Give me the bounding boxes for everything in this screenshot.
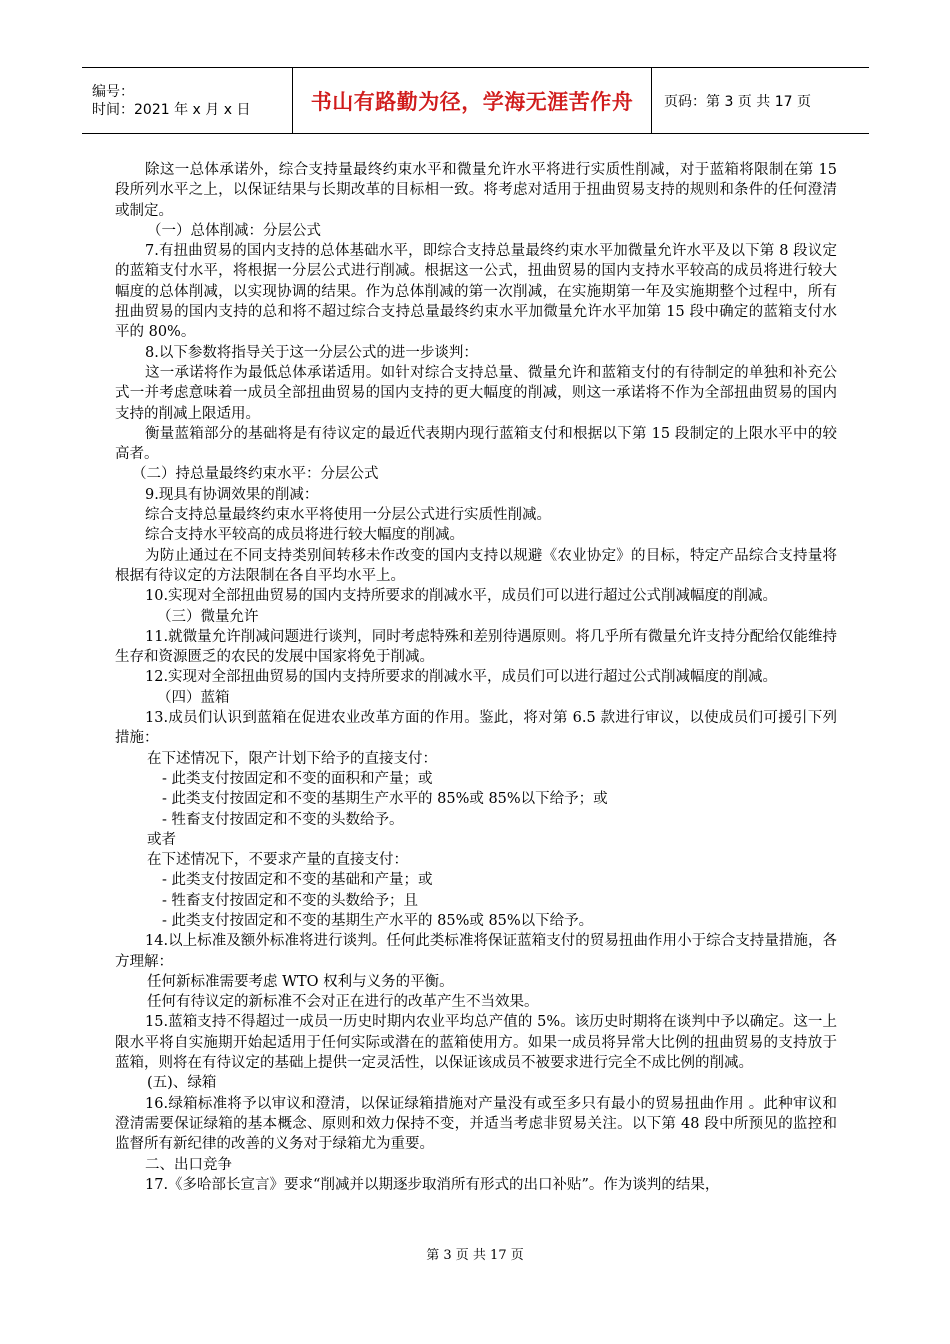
- paragraph: 为防止通过在不同支持类别间转移未作改变的国内支持以规避《农业协定》的目标，特定产品综合支持量将根据有待议定的方法限制在各自平均水平上。: [115, 547, 837, 584]
- paragraph: 13.成员们认识到蓝箱在促进农业改革方面的作用。鉴此，将对第 6.5 款进行审议，以使成员们可援引下列措施：: [115, 710, 837, 747]
- list-item: - 此类支付按固定和不变的面积和产量；或: [162, 770, 433, 787]
- paragraph: 这一承诺将作为最低总体承诺适用。如针对综合支持总量、微量允许和蓝箱支付的有待制定的单独和补充公式一并考虑意味着一成员全部扭曲贸易的国内支持的更大幅度的削减，则这一承诺将不作为全部扭曲贸易的国内支持的削减上限适用。: [115, 364, 837, 422]
- paragraph: 12.实现对全部扭曲贸易的国内支持所要求的削减水平，成员们可以进行超过公式削减幅度的削减。: [145, 669, 778, 686]
- paragraph: 任何有待议定的新标准不会对正在进行的改革产生不当效果。: [147, 994, 539, 1011]
- paragraph: 综合支持总量最终约束水平将使用一分层公式进行实质性削减。: [145, 507, 551, 524]
- paragraph: 在下述情况下，不要求产量的直接支付：: [147, 852, 408, 869]
- date-line: 时间：2021 年 x 月 x 日: [92, 101, 251, 118]
- section-heading: （二）持总量最终约束水平：分层公式: [132, 466, 379, 483]
- list-item: - 此类支付按固定和不变的基础和产量；或: [162, 872, 433, 889]
- page-footer: 第 3 页 共 17 页: [426, 1248, 524, 1263]
- paragraph: 或者: [147, 831, 176, 848]
- paragraph: 11.就微量允许削减问题进行谈判，同时考虑特殊和差别待遇原则。将几乎所有微量允许支持分配给仅能维持生存和资源匮乏的农民的发展中国家将免于削减。: [115, 628, 837, 666]
- list-item: - 此类支付按固定和不变的基期生产水平的 85%或 85%以下给予；或: [162, 791, 608, 808]
- code-label: 编号：: [92, 83, 134, 100]
- header-motto: 书山有路勤为径，学海无涯苦作舟: [310, 89, 634, 114]
- paragraph: 8.以下参数将指导关于这一分层公式的进一步谈判：: [145, 344, 478, 361]
- paragraph: 在下述情况下，限产计划下给予的直接支付：: [147, 750, 437, 767]
- paragraph: 17.《多哈部长宣言》要求“削减并以期逐步取消所有形式的出口补贴”。作为谈判的结果，: [145, 1176, 720, 1193]
- document-body: [115, 160, 837, 1195]
- paragraph: 14.以上标准及额外标准将进行谈判。任何此类标准将保证蓝箱支付的贸易扭曲作用小于综合支持量措施，各方理解：: [115, 933, 837, 970]
- section-heading: （四）蓝箱: [157, 689, 230, 706]
- list-item: - 牲畜支付按固定和不变的头数给予。: [162, 811, 404, 828]
- section-heading: 二、出口竞争: [145, 1156, 232, 1173]
- list-item: - 此类支付按固定和不变的基期生产水平的 85%或 85%以下给予。: [162, 912, 594, 929]
- section-heading: （一）总体削减：分层公式: [147, 222, 321, 239]
- paragraph: 衡量蓝箱部分的基础将是有待议定的最近代表期内现行蓝箱支付和根据以下第 15 段制定的上限水平中的较高者。: [115, 425, 837, 463]
- paragraph: 除这一总体承诺外，综合支持量最终约束水平和微量允许水平将进行实质性削减，对于蓝箱将限制在第 15 段所列水平之上，以保证结果与长期改革的目标相一致。将考虑对适用于扭曲贸易支持的规则和条件的任何澄清或制定。: [115, 162, 837, 219]
- paragraph: 任何新标准需要考虑 WTO 权利与义务的平衡。: [147, 973, 454, 990]
- header-center-cell: [293, 68, 652, 134]
- paragraph: 7.有扭曲贸易的国内支持的总体基础水平，即综合支持总量最终约束水平加微量允许水平及以下第 8 段议定的蓝箱支付水平，将根据一分层公式进行削减。根据这一公式，扭曲贸易的国内支持水平较高的成员将进行较大幅度的总体削减，以实现协调的结果。作为总体削减的第一次削减，在实施期第一年及实施期整个过程中，所有扭曲贸易的国内支持的总和将不超过综合支持总量最终约束水平加微量允许水平加第 15 段中确定的蓝箱支付水平的 80%。: [115, 243, 837, 341]
- page-indicator: 页码：第 3 页 共 17 页: [664, 93, 811, 110]
- section-heading: （三）微量允许: [157, 608, 259, 625]
- paragraph: 9.现具有协调效果的削减：: [145, 486, 319, 503]
- section-heading: (五)、绿箱: [147, 1075, 217, 1092]
- paragraph: 16.绿箱标准将予以审议和澄清，以保证绿箱措施对产量没有或至多只有最小的贸易扭曲作用 。此种审议和澄清需要保证绿箱的基本概念、原则和效力保持不变，并适当考虑非贸易关注。以下第 48 段中所预见的监控和监督所有新纪律的改善的义务对于绿箱尤为重要。: [115, 1095, 837, 1153]
- header-left-cell: [82, 68, 293, 134]
- header-table: [82, 67, 869, 134]
- paragraph: 10.实现对全部扭曲贸易的国内支持所要求的削减水平，成员们可以进行超过公式削减幅度的削减。: [145, 588, 778, 605]
- paragraph: 综合支持水平较高的成员将进行较大幅度的削减。: [145, 527, 464, 544]
- paragraph: 15.蓝箱支持不得超过一成员一历史时期内农业平均总产值的 5%。该历史时期将在谈判中予以确定。这一上限水平将自实施期开始起适用于任何实际或潜在的蓝箱使用方。如果一成员将异常大比例的扭曲贸易的支持放于蓝箱，则将在有待议定的基础上提供一定灵活性，以保证该成员不被要求进行完全不成比例的削减。: [115, 1014, 837, 1072]
- header-right-cell: [652, 68, 870, 134]
- list-item: - 牲畜支付按固定和不变的头数给予；且: [162, 892, 419, 909]
